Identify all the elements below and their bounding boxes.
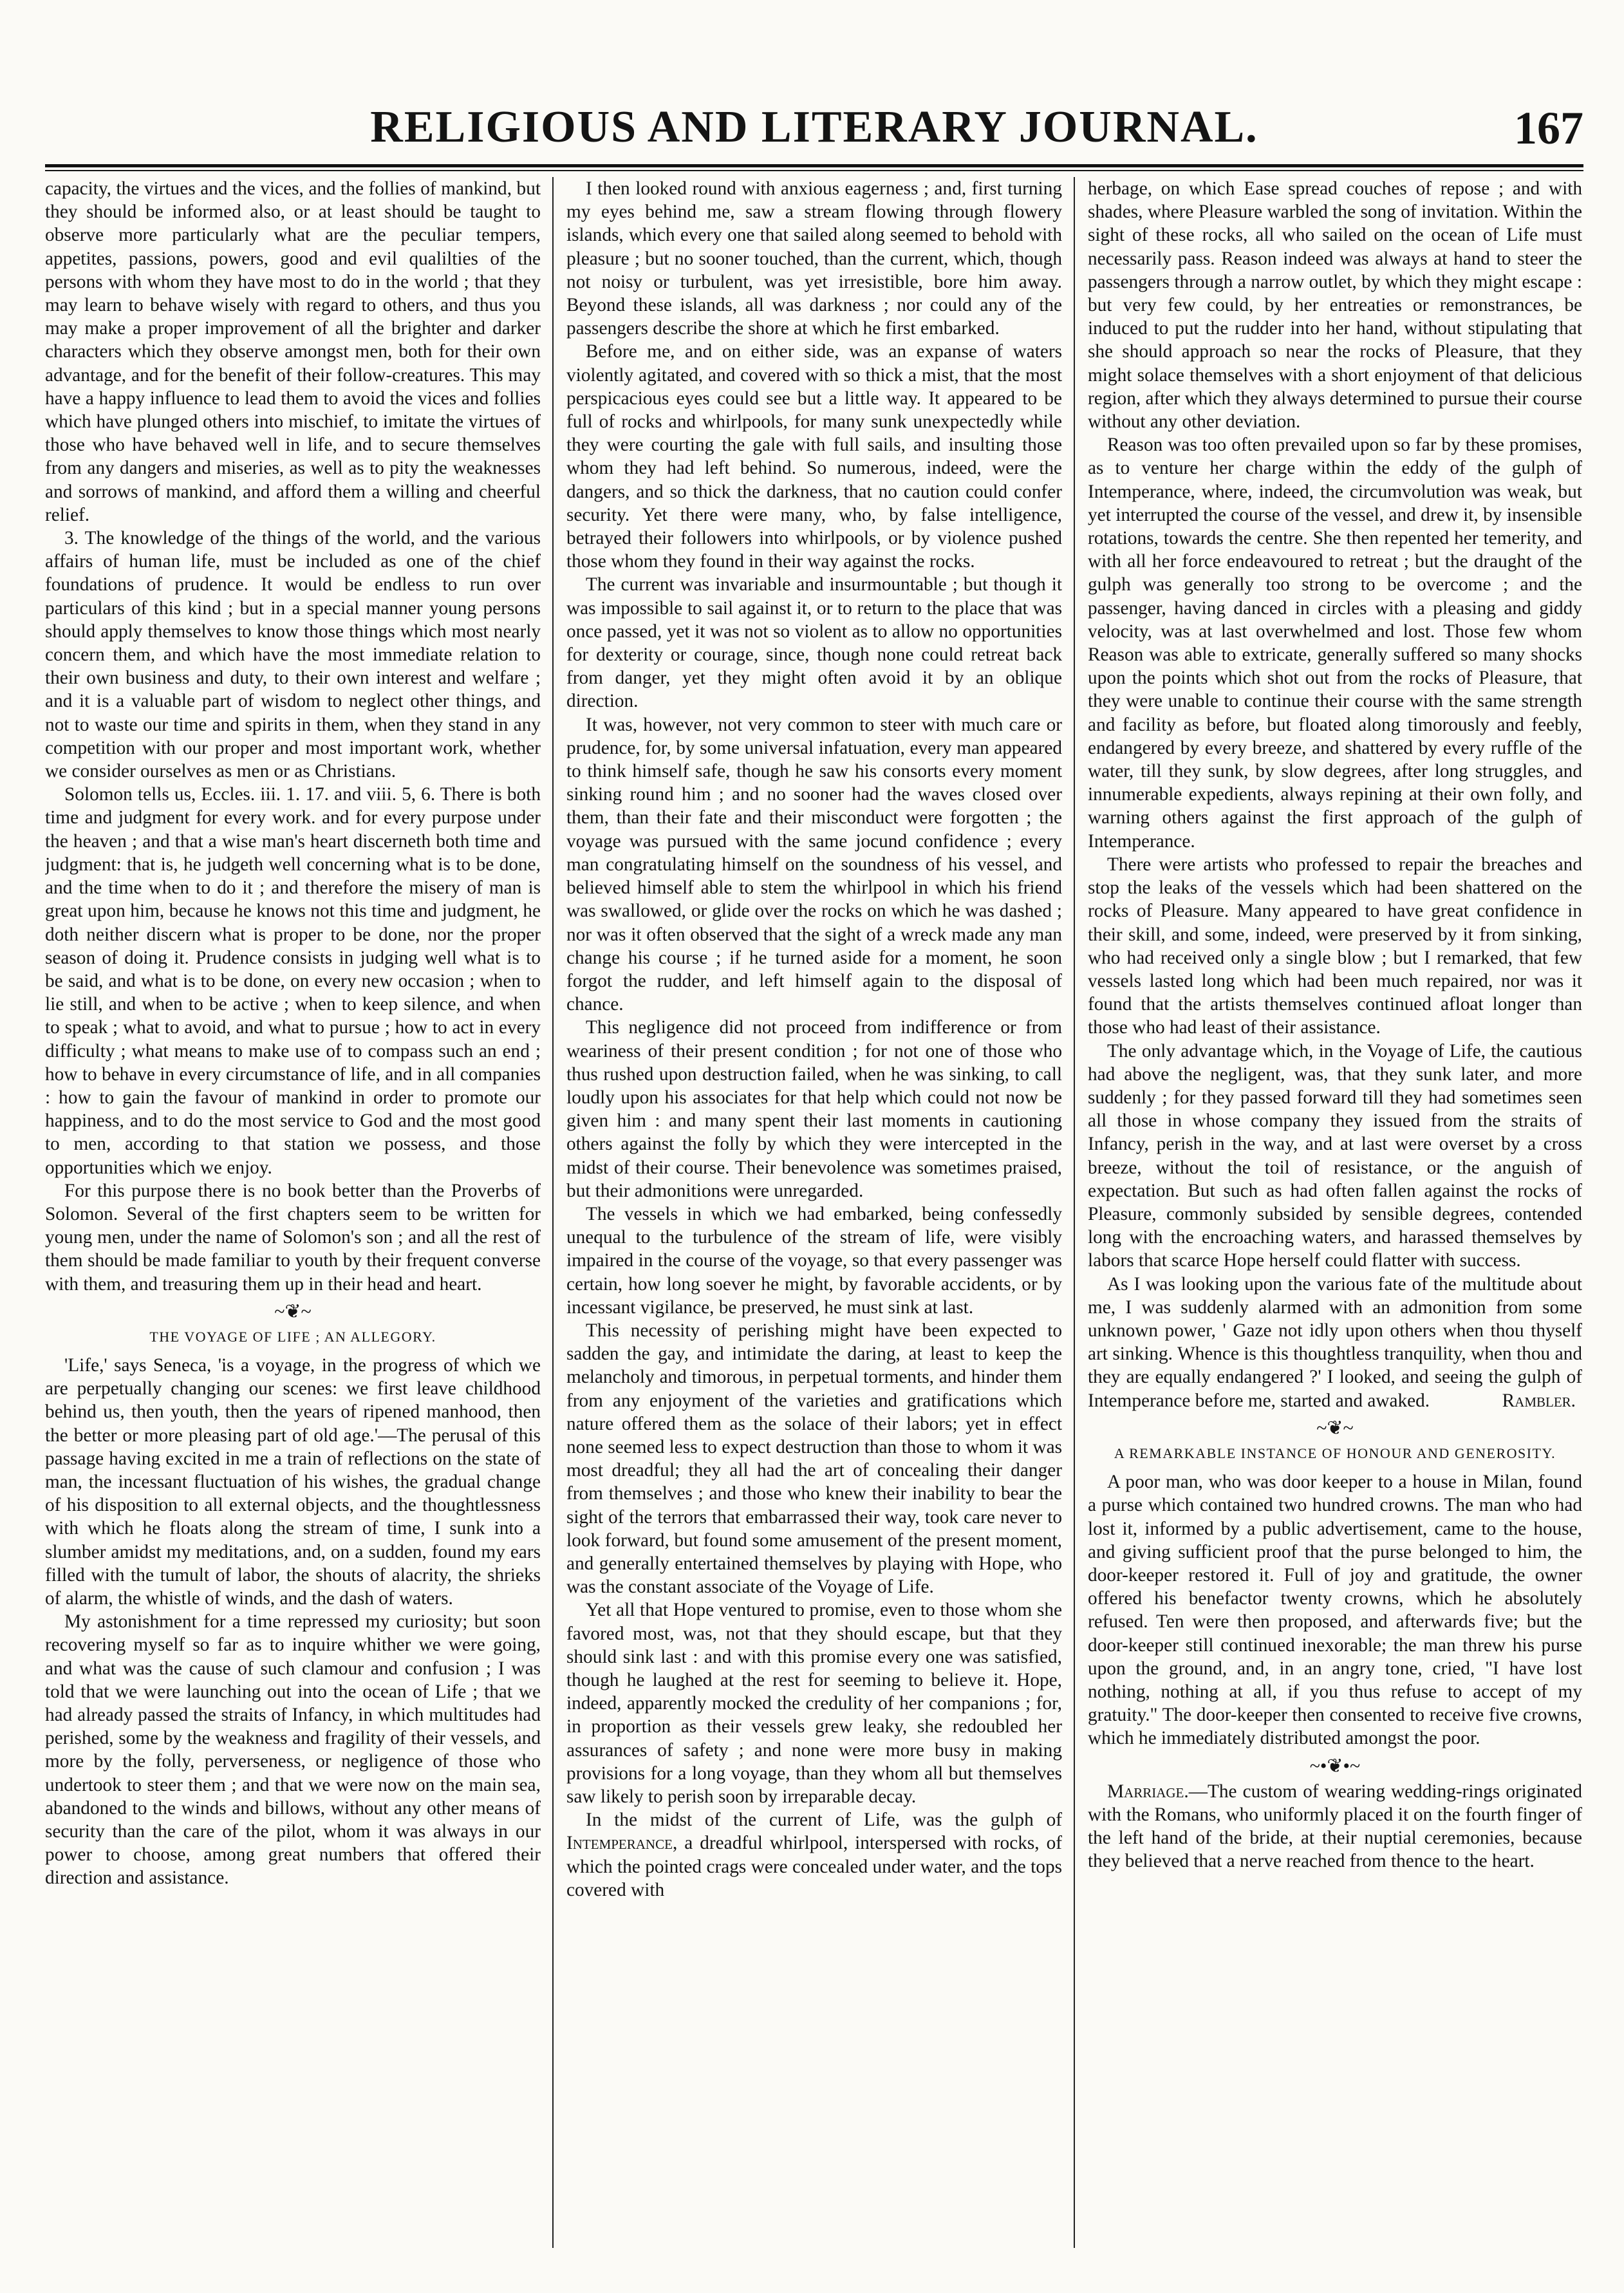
paragraph: Reason was too often prevailed upon so far by these promises, as to venture her charge within the eddy of the gulph of Intemperance, where, indeed, the circumvolution was weak, but yet interrupted the course of the vessel, and drew it, by insensible rotations, towards the centre. She then repented her temerity, and with all her force endeavoured to retreat ; but the draught of the gulph was generally too strong to be overcome ; and the passenger, having danced in circles with a pleasing and giddy velocity, was at last overwhelmed and lost. Those few whom Reason was able to extricate, generally suffered so many shocks upon the points which shot out from the rocks of Pleasure, that they were unable to continue their course with the same strength and facility as before, but floated along timorously and feebly, endangered by every breeze, and shattered by every ruffle of the water, till they sunk, by slow degrees, after long struggles, and innumerable expedients, always repining at their own folly, and warning others against the first approach of the gulph of Intemperance.: [1088, 435, 1582, 852]
column-divider-2: [1074, 177, 1075, 2248]
paragraph: This negligence did not proceed from indifference or from weariness of their present condition ; for not one of those who thus rushed upon destruction failed, when he was sinking, to call loudly upon his associates for that help which could not now be given him : and many spent their last moments in cautioning others against the folly by which they were intercepted in the midst of their course. Their benevolence was sometimes praised, but their admonitions were unregarded.: [566, 1017, 1062, 1201]
section-ornament: ~❦~: [1316, 1417, 1354, 1439]
paragraph: [566, 1808, 1062, 1902]
paragraph: As I was looking upon the various fate of the multitude about me, I was suddenly alarmed with an admonition from some unknown power, ' Gaze not idly upon others when thou thyself art sinking. Whence is this thoughtless tranquility, when thou and they are equally endangered ?' I looked, and seeing the gulph of Intemperance before me, started and awaked.: [1088, 1273, 1582, 1411]
paragraph: A poor man, who was door keeper to a house in Milan, found a purse which contained two hundred crowns. The man who had lost it, informed by a public advertisement, came to the house, and giving sufficient proof that the purse belonged to him, the door-keeper restored it. Full of joy and gratitude, the owner offered his benefactor twenty crowns, which he absolutely refused. Ten were then proposed, and afterwards five; but the door-keeper still continued inexorable; the man threw his purse upon the ground, and, in an angry tone, cried, "I have lost nothing, nothing at all, if you thus refuse to accept of my gratuity." The door-keeper then consented to receive five crowns, which he immediately distributed amongst the poor.: [1088, 1472, 1582, 1749]
paragraph: There were artists who professed to repair the breaches and stop the leaks of the vessels which had been shattered on the rocks of Pleasure. Many appeared to have great confidence in their skill, and some, indeed, were preserved by it from sinking, who had received only a single blow ; but I remarked, that few vessels lasted long which had been much repaired, nor was it found that the artists themselves continued afloat longer than those who had least of their assistance.: [1088, 854, 1582, 1038]
paragraph: Before me, and on either side, was an expanse of waters violently agitated, and covered with so thick a mist, that the most perspicacious eyes could see but a little way. It appeared to be full of rocks and whirlpools, for many sunk unexpectedly while they were courting the gale with full sails, and insulting those whom they had left behind. So numerous, indeed, were the dangers, and so thick the darkness, that no caution could confer security. Yet there were many, who, by false intelligence, betrayed their followers into whirlpools, or by violence pushed those whom they found in their way against the rocks.: [566, 341, 1062, 572]
signature: Rambler.: [1502, 1390, 1576, 1411]
section-ornament: ~•❦•~: [1309, 1755, 1361, 1777]
paragraph: For this purpose there is no book better than the Proverbs of Solomon. Several of the first chapters seem to be written for young men, under the name of Solomon's son ; and all the rest of them should be made familiar to youth by their frequent converse with them, and treasuring them up in their head and heart.: [45, 1180, 541, 1295]
article-heading: A REMARKABLE INSTANCE OF HONOUR AND GENEROSITY.: [1114, 1445, 1556, 1461]
text-run: , a dreadful whirlpool, interspersed with rocks, of which the pointed crags were concealed under water, and the tops covered with: [566, 1833, 1062, 1900]
column-3: [1088, 177, 1582, 2248]
paragraph: I then looked round with anxious eagerness ; and, first turning my eyes behind me, saw a stream flowing through flowery islands, which every one that sailed along seemed to behold with pleasure ; but no sooner touched, than the current, which, though not noisy or turbulent, was yet irresistible, bore him away. Beyond these islands, all was darkness ; nor could any of the passengers describe the shore at which he first embarked.: [566, 178, 1062, 339]
paragraph: Solomon tells us, Eccles. iii. 1. 17. and viii. 5, 6. There is both time and judgment for every work. and for every purpose under the heaven ; and that a wise man's heart discerneth both time and judgment: that is, he judgeth well concerning what is to be done, and the time when to do it ; and therefore the misery of man is great upon him, because he knows not this time and judgment, he doth neither discern what is proper to be done, nor the proper season of doing it. Prudence consists in judging well what is to be said, and what is to be done, on every new occasion ; when to lie still, and when to be active ; when to keep silence, and when to speak ; what to avoid, and what to pursue ; how to act in every difficulty ; what means to make use of to compass such an end ; how to behave in every circumstance of life, and in all companies : how to gain the favour of mankind in order to promote our happiness, and to do the most service to God and the most good to men, according to that station we possess, and those opportunities which we enjoy.: [45, 784, 541, 1178]
section-ornament: ~❦~: [274, 1300, 312, 1322]
text-run-smallcaps: Intemperance: [566, 1833, 673, 1854]
paragraph: herbage, on which Ease spread couches of repose ; and with shades, where Pleasure warbled the song of invitation. Within the sight of these rocks, all who sailed on the ocean of Life must necessarily pass. Reason indeed was always at hand to steer the passengers through a narrow outlet, by which they might escape : but very few could, by her entreaties or remonstrances, be induced to put the rudder into her hand, without stipulating that she should approach so near the rocks of Pleasure, that they might solace themselves with a short enjoyment of that delicious region, after which they always determined to pursue their course without any other deviation.: [1088, 178, 1582, 433]
header-rule-thick: [45, 164, 1583, 167]
column-divider-1: [552, 177, 554, 2248]
column-1: [45, 177, 541, 2248]
running-head: [45, 102, 1583, 160]
paragraph: [1088, 1780, 1582, 1873]
text-run: In the midst of the current of Life, was the gulph of: [586, 1810, 1062, 1831]
paragraph: The only advantage which, in the Voyage of Life, the cautious had above the negligent, was, that they sunk later, and more suddenly ; for they passed forward till they had sometimes seen all those in whose company they issued from the straits of Infancy, perish in the way, and at last were overset by a cross breeze, without the toil of resistance, or the anguish of expectation. But such as had often fallen against the rocks of Pleasure, commonly subsided by sensible degrees, contended long with the encroaching waters, and harassed themselves by labors that scarce Hope herself could flatter with success.: [1088, 1040, 1582, 1271]
paragraph: It was, however, not very common to steer with much care or prudence, for, by some universal infatuation, every man appeared to think himself safe, though he saw his consorts every moment sinking round him ; and no sooner had the waves closed over them, than their fate and their misconduct were forgotten ; the voyage was pursued with the same jocund confidence ; every man congratulating himself on the soundness of his vessel, and believed himself able to stem the whirlpool in which his friend was swallowed, or glide over the rocks on which he was dashed ; nor was it often observed that the sight of a wreck made any man change his course ; if he turned aside for a moment, he soon forgot the rudder, and left himself again to the disposal of chance.: [566, 714, 1062, 1015]
column-2: [566, 177, 1062, 2248]
paragraph: My astonishment for a time repressed my curiosity; but soon recovering myself so far as to inquire whither we were going, and what was the cause of such clamour and confusion ; I was told that we were launching out into the ocean of Life ; that we had already passed the straits of Infancy, in which multitudes had perished, some by the weakness and fragility of their vessels, and more by the folly, perverseness, or negligence of those who undertook to steer them ; and that we were now on the main sea, abandoned to the winds and billows, without any other means of security than the care of the pilot, whom it was always in our power to choose, among great numbers that offered their direction and assistance.: [45, 1611, 541, 1889]
paragraph: 'Life,' says Seneca, 'is a voyage, in the progress of which we are perpetually changing our scenes: we first leave childhood behind us, then youth, then the years of ripened manhood, then the better or more pleasing part of old age.'—The perusal of this passage having excited in me a train of reflections on the state of man, the incessant fluctuation of his wishes, the gradual change of his disposition to all external objects, and the thoughtlessness with which he floats along the stream of time, I sunk into a slumber amidst my meditations, and, on a sudden, found my ears filled with the tumult of labor, the shouts of alacrity, the shrieks of alarm, the whistle of winds, and the dash of waters.: [45, 1354, 541, 1609]
article-heading: THE VOYAGE OF LIFE ; AN ALLEGORY.: [149, 1328, 436, 1345]
item-label: Marriage.: [1107, 1781, 1189, 1802]
page-number: 167: [1514, 102, 1583, 154]
paragraph: Yet all that Hope ventured to promise, even to those whom she favored most, was, not that they should escape, but that they should sink last : and with this promise every one was satisfied, though he laughed at the rest for seeming to believe it. Hope, indeed, apparently mocked the credulity of her companions ; for, in proportion as their vessels grew leaky, she redoubled her assurances of safety ; and none were more busy in making provisions for a long voyage, than they whom all but themselves saw likely to perish soon by irreparable decay.: [566, 1600, 1062, 1808]
paragraph: capacity, the virtues and the vices, and the follies of mankind, but they should be informed also, or at least should be taught to observe more particularly what are the peculiar tempers, appetites, passions, powers, good and evil qualilties of the persons with whom they have most to do in the world ; that they may learn to behave wisely with regard to others, and thus you may make a proper improvement of all the brighter and darker characters which they observe amongst men, both for their own advantage, and for the benefit of their follow-creatures. This may have a happy influence to lead them to avoid the vices and follies which have plunged others into mischief, to imitate the virtues of those who have behaved well in life, and to secure themselves from any dangers and miseries, as well as to pity the weaknesses and sorrows of mankind, and afford them a willing and cheerful relief.: [45, 178, 541, 525]
header-rule-thin: [45, 170, 1583, 171]
paragraph: This necessity of perishing might have been expected to sadden the gay, and intimidate the daring, at least to keep the melancholy and timorous, in perpetual torments, and hinder them from any enjoyment of the varieties and gratifications which nature offered them as the solace of their labors; yet in effect none seemed less to expect destruction than those to whom it was most dreadful; they all had the art of concealing their danger from themselves ; and those who knew their inability to bear the sight of the terrors that embarrassed their way, took care never to look forward, but found some amusement of the present moment, and generally entertained themselves by playing with Hope, who was the constant associate of the Voyage of Life.: [566, 1320, 1062, 1598]
journal-title: RELIGIOUS AND LITERARY JOURNAL.: [370, 102, 1258, 152]
text-run: —The custom of wearing wedding-rings originated with the Romans, who uniformly placed it on the fourth finger of the left hand of the bride, at their nuptial ceremonies, because they believed that a nerve reached from thence to the heart.: [1088, 1781, 1582, 1872]
paragraph: The current was invariable and insurmountable ; but though it was impossible to sail against it, or to return to the place that was once passed, yet it was not so violent as to allow no opportunities for dexterity or courage, since, though none could retreat back from danger, yet they might often avoid it by an oblique direction.: [566, 574, 1062, 712]
paragraph: 3. The knowledge of the things of the world, and the various affairs of human life, must be included as one of the chief foundations of prudence. It would be endless to run over particulars of this kind ; but in a special manner young persons should apply themselves to know those things which most nearly concern them, and which have the most immediate relation to their own business and duty, to their own interest and welfare ; and it is a valuable part of wisdom to neglect other things, and not to waste our time and spirits in them, when they stand in any competition with our proper and most important work, whether we consider ourselves as men or as Christians.: [45, 528, 541, 782]
paragraph: The vessels in which we had embarked, being confessedly unequal to the turbulence of the stream of life, were visibly impaired in the course of the voyage, so that every passenger was certain, how long soever he might, by favorable accidents, or by incessant vigilance, be preserved, he must sink at last.: [566, 1203, 1062, 1318]
